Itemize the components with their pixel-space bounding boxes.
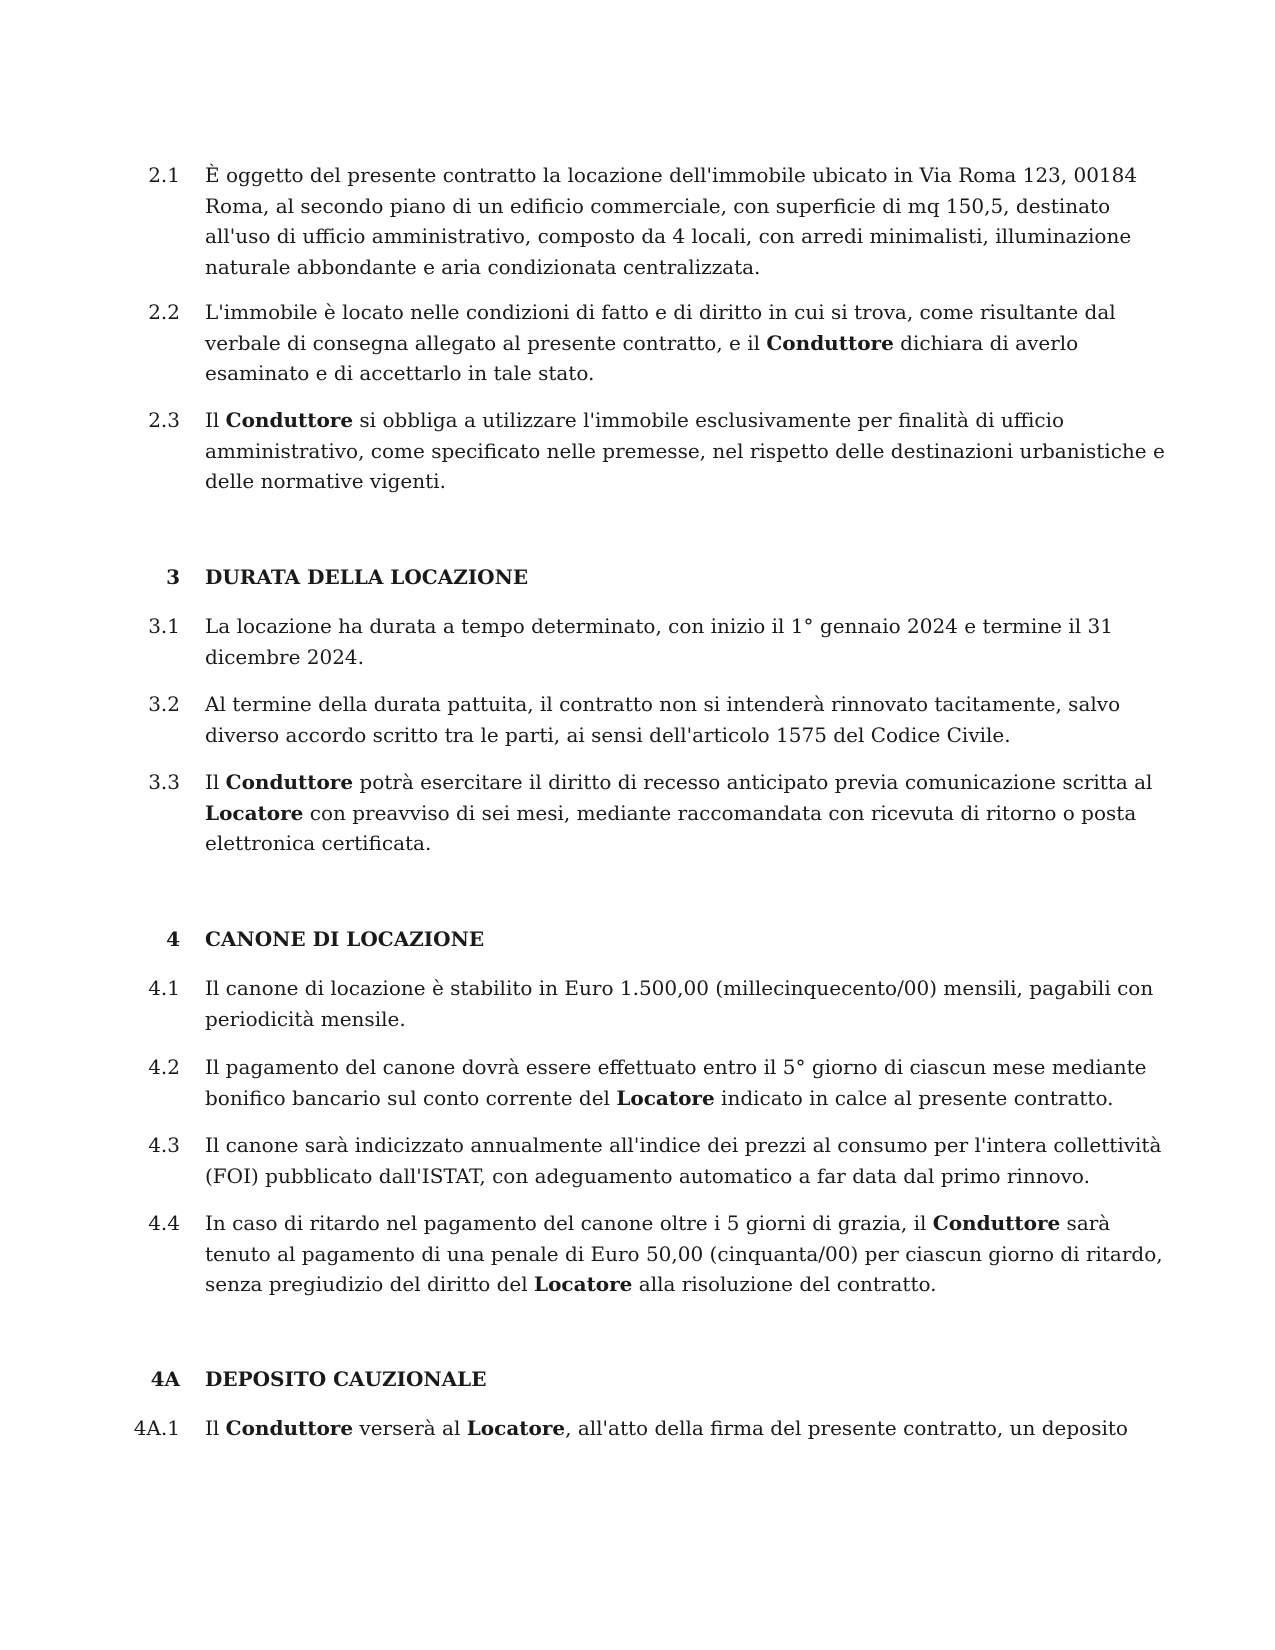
clause-text: Il canone sarà indicizzato annualmente all'indice dei prezzi al consumo per l'intera collettività (FOI) pubblicato dall'ISTAT, con adeguamento automatico a far data dal primo rinnovo.: [205, 1133, 1162, 1188]
section-number: 4A: [150, 1367, 180, 1391]
clause-text: Il pagamento del canone dovrà essere effettuato entro il 5° giorno di ciascun mese mediante bonifico bancario sul conto corrente del Locatore indicato in calce al presente contratto.: [205, 1055, 1147, 1110]
clause-text: È oggetto del presente contratto la locazione dell'immobile ubicato in Via Roma 123, 00184 Roma, al secondo piano di un edificio commerciale, con superficie di mq 150,5, destinato all'uso di ufficio amministrativo, composto da 4 locali, con arredi minimalisti, illuminazione naturale abbondante e aria condizionata centralizzata.: [205, 163, 1138, 279]
clause-number: 4.2: [148, 1055, 180, 1079]
party-name: Conduttore: [225, 408, 354, 432]
clause-text: La locazione ha durata a tempo determinato, con inizio il 1° gennaio 2024 e termine il 31 dicembre 2024.: [205, 614, 1113, 669]
clause-number: 4.4: [148, 1211, 180, 1235]
section-title: DEPOSITO CAUZIONALE: [205, 1367, 487, 1391]
clause-text: Il Conduttore verserà al Locatore, all'atto della firma del presente contratto, un deposito: [205, 1416, 1128, 1440]
clause-number: 4A.1: [133, 1416, 180, 1440]
section-title: CANONE DI LOCAZIONE: [205, 927, 485, 951]
clause-number: 3.1: [148, 614, 180, 638]
party-name: Locatore: [205, 800, 304, 825]
clause-text: Il Conduttore si obbliga a utilizzare l'immobile esclusivamente per finalità di ufficio amministrativo, come specificato nelle premesse, nel rispetto delle destinazioni urbanistiche e delle normative vigenti.: [205, 408, 1165, 493]
party-name: Locatore: [616, 1085, 715, 1110]
section-number: 3: [166, 565, 180, 589]
clause-number: 3.3: [148, 770, 180, 794]
clause-text: L'immobile è locato nelle condizioni di fatto e di diritto in cui si trova, come risultante dal verbale di consegna allegato al presente contratto, e il Conduttore dichiara di averlo esaminato e di accettarlo in tale stato.: [205, 300, 1116, 385]
clause-text: Il canone di locazione è stabilito in Euro 1.500,00 (millecinquecento/00) mensili, pagabili con periodicità mensile.: [205, 976, 1154, 1031]
clause-text: In caso di ritardo nel pagamento del canone oltre i 5 giorni di grazia, il Conduttore sarà tenuto al pagamento di una penale di Euro 50,00 (cinquanta/00) per ciascun giorno di ritardo, senza pregiudizio del diritto del Locatore alla risoluzione del contratto.: [205, 1211, 1163, 1296]
section-number: 4: [166, 927, 180, 951]
clause-text: Il Conduttore potrà esercitare il diritto di recesso anticipato previa comunicazione scritta al Locatore con preavviso di sei mesi, mediante raccomandata con ricevuta di ritorno o posta elettronica certificata.: [205, 770, 1153, 855]
clause-number: 4.1: [148, 976, 180, 1000]
party-name: Locatore: [466, 1416, 566, 1440]
clause-number: 2.3: [148, 408, 180, 432]
party-name: Locatore: [534, 1272, 633, 1296]
party-name: Conduttore: [932, 1211, 1061, 1235]
party-name: Conduttore: [225, 770, 354, 794]
clause-number: 2.1: [148, 163, 180, 187]
party-name: Conduttore: [225, 1416, 354, 1440]
clause-number: 2.2: [148, 300, 180, 324]
clause-number: 4.3: [148, 1133, 180, 1157]
clause-number: 3.2: [148, 692, 180, 716]
section-title: DURATA DELLA LOCAZIONE: [205, 565, 529, 589]
clause-text: Al termine della durata pattuita, il contratto non si intenderà rinnovato tacitamente, salvo diverso accordo scritto tra le parti, ai sensi dell'articolo 1575 del Codice Civile.: [205, 692, 1121, 747]
party-name: Conduttore: [766, 330, 894, 355]
